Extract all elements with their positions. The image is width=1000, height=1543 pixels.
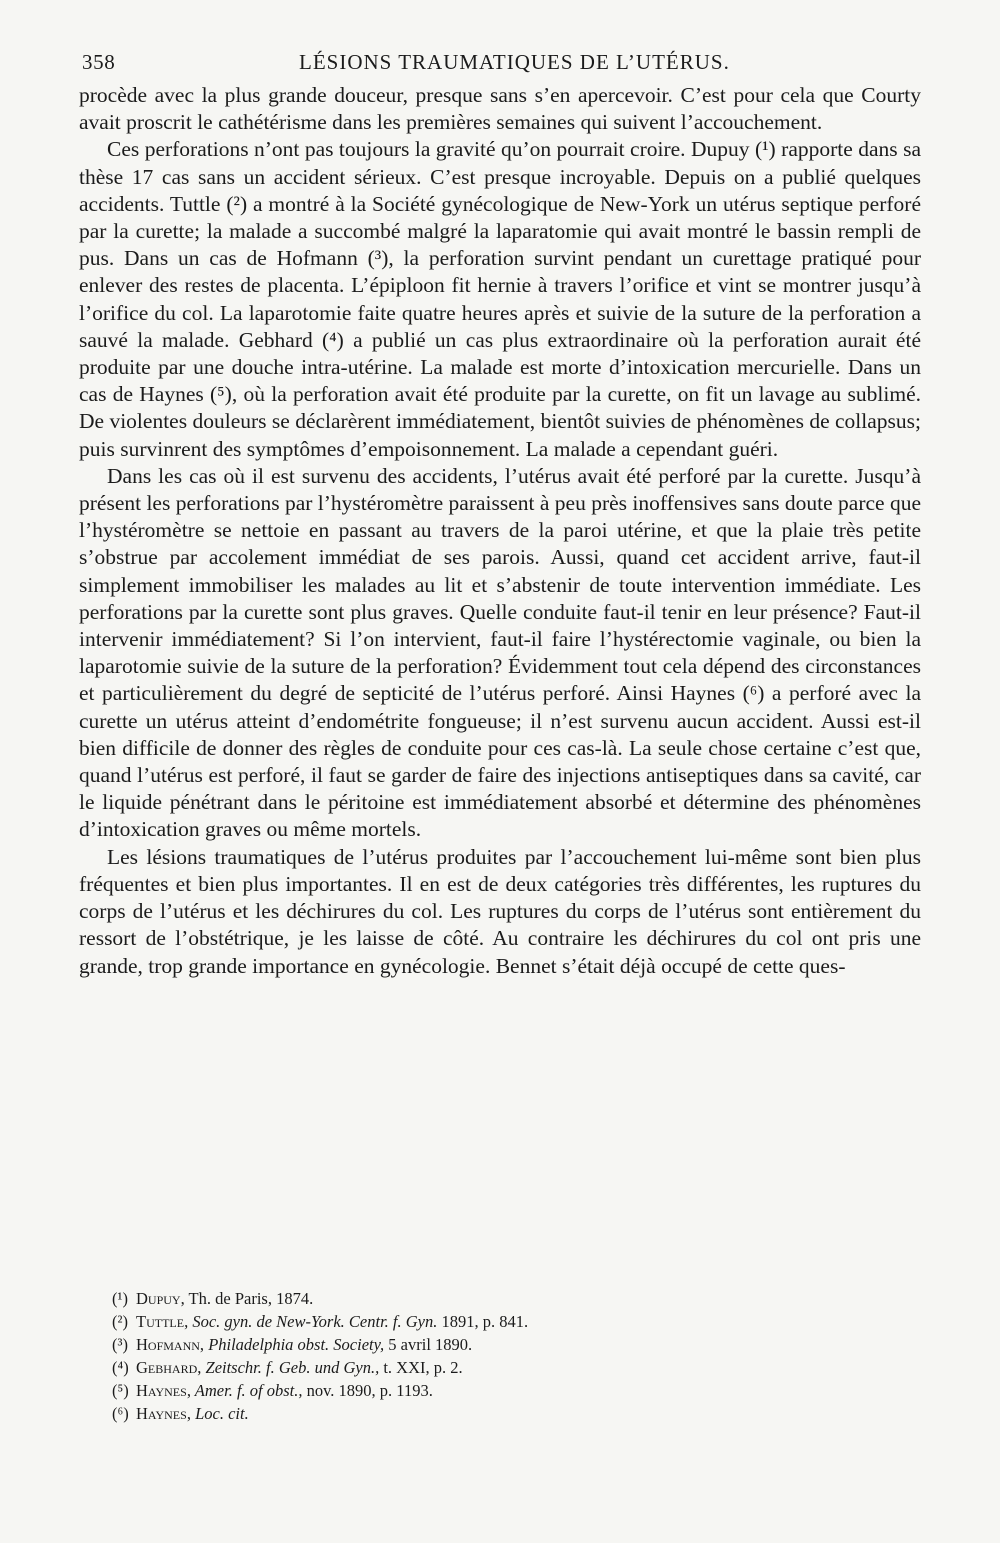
footnote-author: Gebhard, [136,1358,202,1377]
paragraph: Dans les cas où il est survenu des accidents, l’utérus avait été perforé par la curette. Jusqu’à présent les perforations par l’hystéromètre paraissent à peu près inoffensives sans doute parce que l’hystéromètre se nettoie en passant au travers de la paroi utérine, et que la plaie très petite s’obstrue par accolement immédiat de ses parois. Aussi, quand cet accident arrive, faut-il simplement immobiliser les malades au lit et s’abstenir de toute intervention immédiate. Les perforations par la curette sont plus graves. Quelle conduite faut-il tenir en leur présence? Faut-il intervenir immédiatement? Si l’on intervient, faut-il faire l’hystérectomie vaginale, ou bien la laparotomie suivie de la suture de la perforation? Évidemment tout cela dépend des circonstances et particulièrement du degré de septicité de l’utérus perforé. Ainsi Haynes (⁶) a perforé avec la curette un utérus atteint d’endométrite fongueuse; il n’est survenu aucun accident. Aussi est-il bien difficile de donner des règles de conduite pour ces cas-là. La seule chose certaine c’est que, quand l’utérus est perforé, il faut se garder de faire des injections antiseptiques dans sa cavité, car le liquide pénétrant dans le péritoine est immédiatement absorbé et détermine des phénomènes d’intoxication graves ou même mortels. [79,463,921,842]
footnote [112,1356,528,1379]
footnote-mark: (⁴) [112,1358,129,1377]
paragraph-continued: procède avec la plus grande douceur, presque sans s’en apercevoir. C’est pour cela que Courty avait proscrit le cathétérisme dans les premières semaines qui suivent l’accouchement. [79,83,921,135]
footnote-details: 5 avril 1890. [384,1335,473,1354]
footnote-mark: (⁶) [112,1404,129,1423]
footnote [112,1402,528,1425]
body-text [79,82,921,980]
footnote-source: Loc. cit. [190,1404,249,1423]
footnote [112,1287,528,1310]
footnote-author: Haynes, [136,1381,191,1400]
footnote [112,1379,528,1402]
footnote-details: nov. 1890, p. 1193. [302,1381,433,1400]
footnote-mark: (³) [112,1335,128,1354]
paragraph: Les lésions traumatiques de l’utérus produites par l’accouchement lui-même sont bien plus fréquentes et bien plus importantes. Il en est de deux catégories très différentes, les ruptures du corps de l’utérus et les déchirures du col. Les ruptures du corps de l’utérus sont entièrement du ressort de l’obstétrique, je les laisse de côté. Au contraire les déchirures du col ont pris une grande, trop grande importance en gynécologie. Bennet s’était déjà occupé de cette ques- [79,844,921,978]
footnote-author: Hofmann, [136,1335,205,1354]
page-number: 358 [82,50,116,74]
footnote-source: Soc. gyn. de New-York. Centr. f. Gyn. [188,1312,438,1331]
footnote [112,1310,528,1333]
running-title: LÉSIONS TRAUMATIQUES DE L’UTÉRUS. [299,50,730,74]
footnote-details: Th. de Paris, 1874. [184,1289,314,1308]
page-header [79,48,921,82]
footnote-mark: (²) [112,1312,128,1331]
footnote-source: Zeitschr. f. Geb. und Gyn., [201,1358,380,1377]
footnote-mark: (⁵) [112,1381,129,1400]
footnote-author: Haynes, [136,1404,191,1423]
paragraph: Ces perforations n’ont pas toujours la gravité qu’on pourrait croire. Dupuy (¹) rapporte dans sa thèse 17 cas sans un accident sérieux. C’est presque incroyable. Depuis on a publié quelques accidents. Tuttle (²) a montré à la Société gynécologique de New-York un utérus septique perforé par la curette; la malade a succombé malgré la laparatomie qui avait montré le bassin rempli de pus. Dans un cas de Hofmann (³), la perforation survint pendant un curettage pratiqué pour enlever des restes de placenta. L’épiploon fit hernie à travers l’orifice et vint se montrer jusqu’à l’orifice du col. La laparotomie faite quatre heures après et suivie de la suture de la perforation a sauvé la malade. Gebhard (⁴) a publié un cas plus extraordinaire où la perforation aurait été produite par une douche intra-utérine. La malade est morte d’intoxication mercurielle. Dans un cas de Haynes (⁵), où la perforation avait été produite par la curette, on fit un lavage au sublimé. De violentes douleurs se déclarèrent immédiatement, bientôt suivies de phénomènes de collapsus; puis survinrent des symptômes d’empoisonnement. La malade a cependant guéri. [79,137,921,461]
footnote [112,1333,528,1356]
footnote-details: 1891, p. 841. [437,1312,529,1331]
footnote-author: Dupuy, [136,1289,185,1308]
footnote-details: t. XXI, p. 2. [379,1358,463,1377]
footnote-author: Tuttle, [136,1312,189,1331]
footnote-source: Amer. f. of obst., [190,1381,303,1400]
footnote-mark: (¹) [112,1289,128,1308]
footnotes [112,1287,528,1425]
footnote-source: Philadelphia obst. Society, [204,1335,385,1354]
